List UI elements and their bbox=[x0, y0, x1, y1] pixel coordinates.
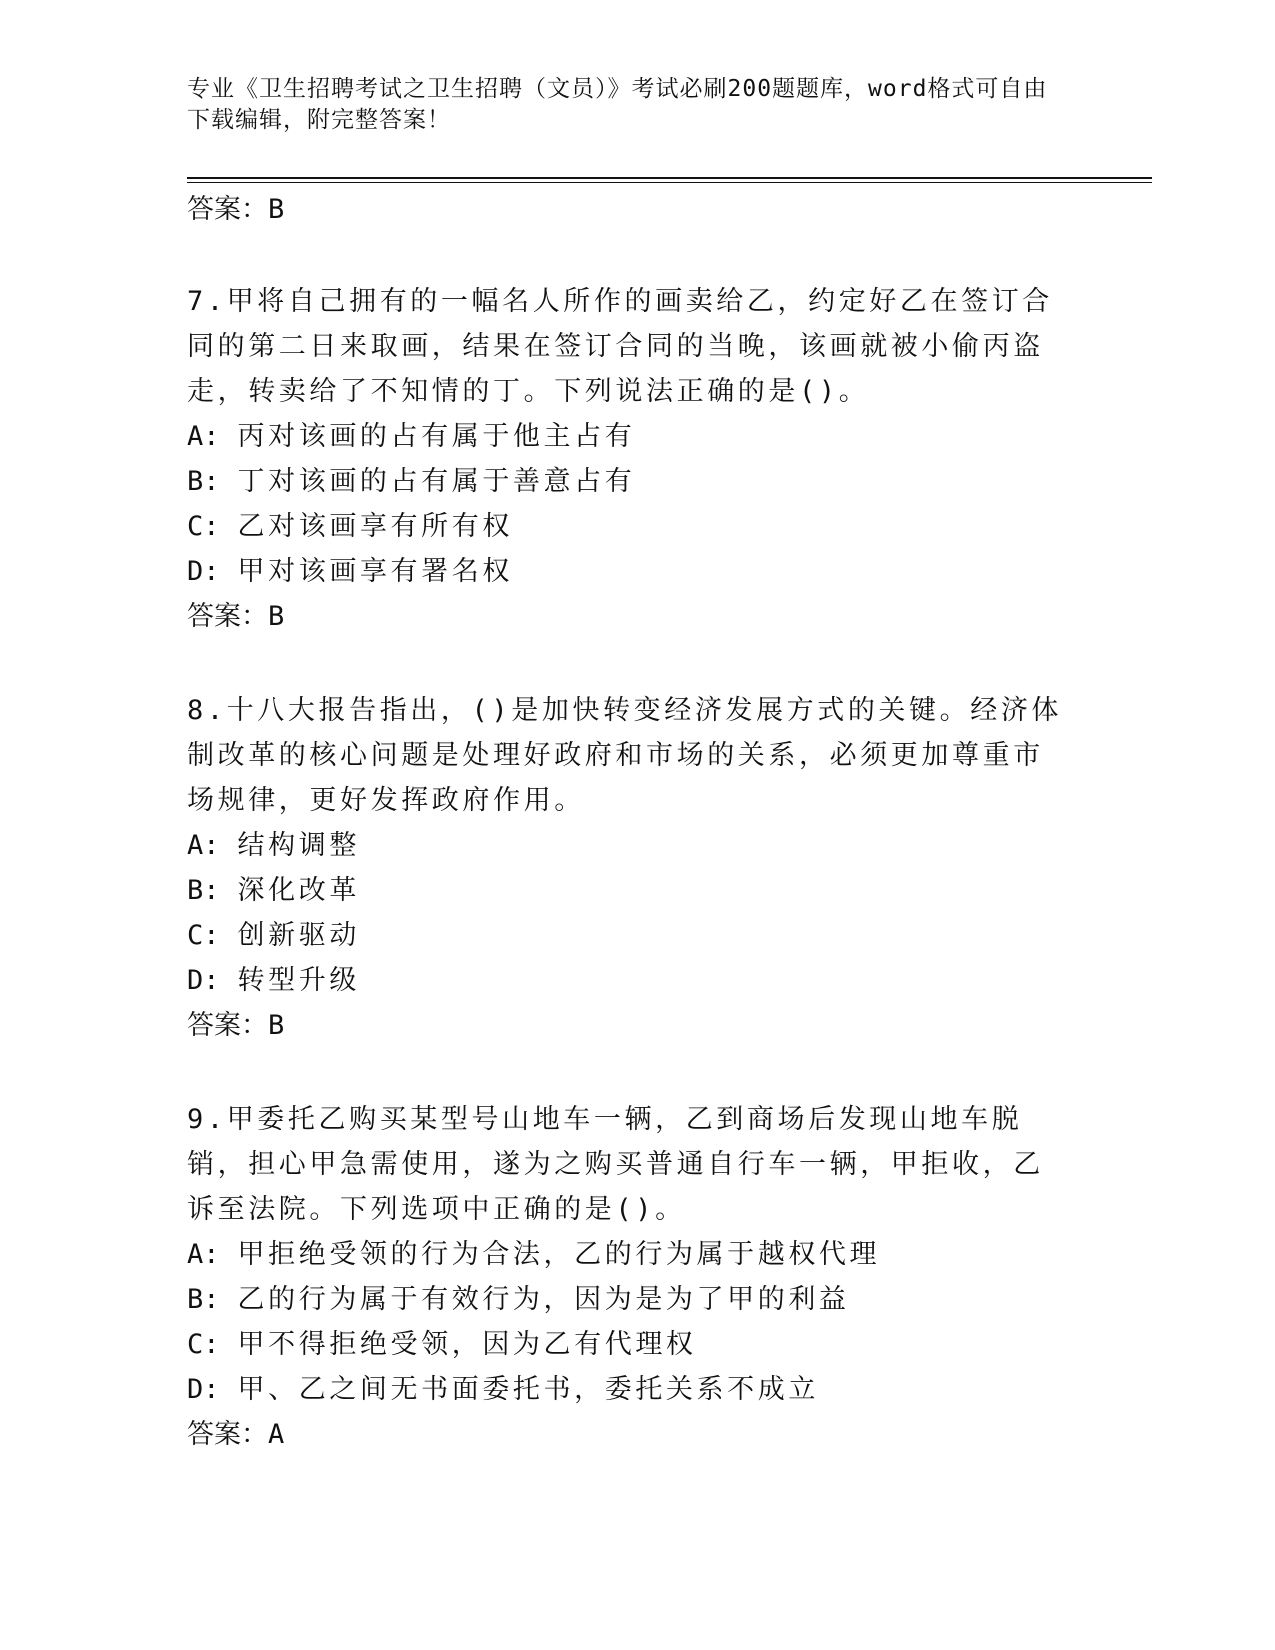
option-text: 转型升级 bbox=[237, 965, 360, 996]
document-header bbox=[187, 74, 1057, 136]
option-letter: B: bbox=[187, 875, 220, 906]
option-letter: A: bbox=[187, 421, 220, 452]
question-text: 9.甲委托乙购买某型号山地车一辆，乙到商场后发现山地车脱销，担心甲急需使用，遂为之购买普通自行车一辆，甲拒收，乙诉至法院。下列选项中正确的是()。 bbox=[187, 1104, 1044, 1225]
option-c bbox=[187, 1322, 1067, 1367]
option-text: 甲、乙之间无书面委托书，委托关系不成立 bbox=[237, 1374, 819, 1405]
option-b bbox=[187, 459, 1067, 504]
option-letter: C: bbox=[187, 1329, 220, 1360]
question-text: 8.十八大报告指出，()是加快转变经济发展方式的关键。经济体制改革的核心问题是处理好政府和市场的关系，必须更加尊重市场规律，更好发挥政府作用。 bbox=[187, 695, 1063, 816]
header-rule-thick bbox=[187, 177, 1152, 179]
option-b bbox=[187, 1277, 1067, 1322]
option-text: 甲不得拒绝受领，因为乙有代理权 bbox=[237, 1329, 697, 1360]
option-d bbox=[187, 1367, 1067, 1412]
header-text: 专业《卫生招聘考试之卫生招聘（文员）》考试必刷200题题库，word格式可自由下载编辑，附完整答案！ bbox=[187, 76, 1048, 133]
question-text: 7.甲将自己拥有的一幅名人所作的画卖给乙，约定好乙在签订合同的第二日来取画，结果在签订合同的当晚，该画就被小偷丙盗走，转卖给了不知情的丁。下列说法正确的是()。 bbox=[187, 286, 1053, 407]
option-letter: C: bbox=[187, 920, 220, 951]
answer: 答案：B bbox=[187, 1010, 285, 1041]
option-a bbox=[187, 414, 1067, 459]
option-letter: D: bbox=[187, 556, 220, 587]
option-letter: C: bbox=[187, 511, 220, 542]
option-c bbox=[187, 913, 1067, 958]
option-text: 甲拒绝受领的行为合法，乙的行为属于越权代理 bbox=[237, 1239, 881, 1270]
option-text: 甲对该画享有署名权 bbox=[237, 556, 513, 587]
option-d bbox=[187, 958, 1067, 1003]
option-d bbox=[187, 549, 1067, 594]
option-letter: D: bbox=[187, 965, 220, 996]
option-letter: B: bbox=[187, 1284, 220, 1315]
option-a bbox=[187, 823, 1067, 868]
option-text: 乙对该画享有所有权 bbox=[237, 511, 513, 542]
option-letter: B: bbox=[187, 466, 220, 497]
option-c bbox=[187, 504, 1067, 549]
answer: 答案：A bbox=[187, 1419, 285, 1450]
previous-answer: 答案：B bbox=[187, 194, 285, 225]
question-7 bbox=[187, 279, 1067, 639]
option-a bbox=[187, 1232, 1067, 1277]
header-rule-thin bbox=[187, 182, 1152, 183]
option-letter: A: bbox=[187, 830, 220, 861]
answer: 答案：B bbox=[187, 601, 285, 632]
option-text: 丙对该画的占有属于他主占有 bbox=[237, 421, 636, 452]
question-9 bbox=[187, 1097, 1067, 1457]
option-text: 创新驱动 bbox=[237, 920, 360, 951]
option-text: 深化改革 bbox=[237, 875, 360, 906]
option-text: 乙的行为属于有效行为，因为是为了甲的利益 bbox=[237, 1284, 850, 1315]
option-letter: D: bbox=[187, 1374, 220, 1405]
question-8 bbox=[187, 688, 1067, 1048]
option-letter: A: bbox=[187, 1239, 220, 1270]
option-text: 丁对该画的占有属于善意占有 bbox=[237, 466, 636, 497]
option-b bbox=[187, 868, 1067, 913]
option-text: 结构调整 bbox=[237, 830, 360, 861]
